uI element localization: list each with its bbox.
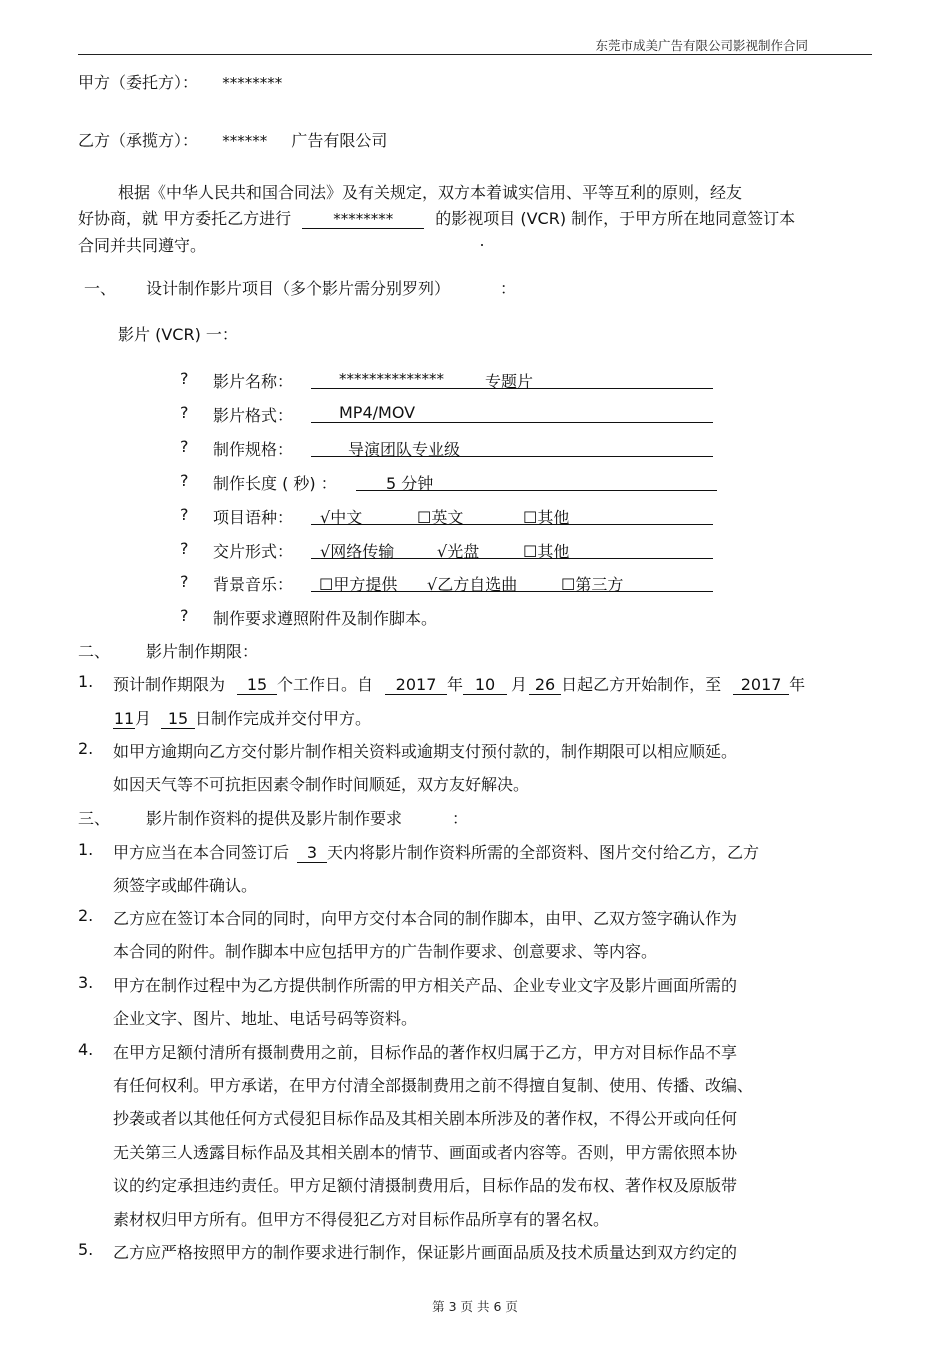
s3-p4-line-2: 有任何权利。甲方承诺，在甲方付清全部摄制费用之前不得擅自复制、使用、传播、改编、 <box>113 1076 754 1095</box>
delivery-label: 交片形式： <box>213 542 294 561</box>
end-year: 2017 <box>733 676 789 695</box>
film-name-value: ************** <box>339 370 444 388</box>
s2-p1-text: 月 <box>511 675 528 694</box>
s2-p1-text: 预计制作期限为 <box>113 675 226 694</box>
section-3-title: 影片制作资料的提供及影片制作要求 <box>146 809 403 828</box>
s3-p2-line-2: 本合同的附件。制作脚本中应包括甲方的广告制作要求、创意要求、等内容。 <box>113 942 658 961</box>
item-bullet: ? <box>180 505 189 524</box>
end-month: 11 <box>113 709 135 728</box>
section-3-number: 三、 <box>78 809 111 828</box>
delivery-option-other[interactable]: ☐其他 <box>523 542 570 561</box>
s2-p1-text: 日制作完成并交付甲方。 <box>195 709 372 728</box>
s3-p2-line-1: 乙方应在签订本合同的同时，向甲方交付本合同的制作脚本，由甲、乙双方签字确认作为 <box>113 909 738 928</box>
s2-p1-text: 个工作日。自 <box>277 675 374 694</box>
s3-p5-number: 5. <box>78 1240 94 1259</box>
intro-line-2-post: 的影视项目 (VCR) 制作，于甲方所在地同意签订本 <box>435 209 796 228</box>
intro-line-2 <box>78 206 795 229</box>
music-option-third-party[interactable]: ☐第三方 <box>561 575 624 594</box>
s3-p3-line-1: 甲方在制作过程中为乙方提供制作所需的甲方相关产品、企业专业文字及影片画面所需的 <box>113 976 738 995</box>
start-month: 10 <box>463 676 507 695</box>
section-1-title: 设计制作影片项目（多个影片需分别罗列） <box>146 279 451 298</box>
s2-p1-text: 年 <box>789 675 806 694</box>
item-bullet: ? <box>180 539 189 558</box>
film-name-label: 影片名称： <box>213 372 294 391</box>
spec-label: 制作规格： <box>213 440 294 459</box>
language-option-other[interactable]: ☐其他 <box>523 508 570 527</box>
s2-p1-number: 1. <box>78 672 94 691</box>
section-1-colon: ： <box>500 279 517 298</box>
section-2-number: 二、 <box>78 642 111 661</box>
music-option-client[interactable]: ☐甲方提供 <box>319 575 398 594</box>
delivery-option-network[interactable]: √网络传输 <box>320 542 395 561</box>
language-option-chinese[interactable]: √中文 <box>320 508 363 527</box>
page-number-footer: 第 3 页 共 6 页 <box>432 1299 518 1314</box>
party-b <box>78 128 387 151</box>
intro-line-3: 合同并共同遵守。 <box>78 236 207 255</box>
party-a <box>78 70 282 93</box>
film-format-underline <box>311 422 713 423</box>
delivery-option-disc[interactable]: √光盘 <box>437 542 480 561</box>
s3-p4-number: 4. <box>78 1040 94 1059</box>
s3-p3-number: 3. <box>78 973 94 992</box>
party-b-value: ****** <box>222 132 268 150</box>
s3-p4-line-3: 抄袭或者以其他任何方式侵犯目标作品及其相关剧本所涉及的著作权，不得公开或向任何 <box>113 1109 738 1128</box>
s3-p1-line-2: 须签字或邮件确认。 <box>113 876 258 895</box>
material-days: 3 <box>297 844 327 863</box>
s2-p1-text: 月 <box>135 709 152 728</box>
music-option-contractor[interactable]: √乙方自选曲 <box>427 575 518 594</box>
s3-p1-text: 甲方应当在本合同签订后 <box>113 843 290 862</box>
s3-p4-line-5: 议的约定承担违约责任。甲方足额付清摄制费用后，目标作品的发布权、著作权及原版带 <box>113 1176 738 1195</box>
section-3-colon: ： <box>452 809 469 828</box>
page-header-title: 东莞市成美广告有限公司影视制作合同 <box>595 38 808 53</box>
section-2-title: 影片制作期限： <box>146 642 259 661</box>
project-name-blank: ******** <box>302 210 424 229</box>
item-bullet: ? <box>180 369 189 388</box>
language-underline <box>311 524 713 525</box>
film-name-type: 专题片 <box>485 372 534 391</box>
s3-p3-line-2: 企业文字、图片、地址、电话号码等资料。 <box>113 1009 418 1028</box>
s3-p4-line-4: 无关第三人透露目标作品及其相关剧本的情节、画面或者内容等。否则，甲方需依照本协 <box>113 1143 738 1162</box>
stray-dot <box>481 244 483 246</box>
s3-p5-line-1: 乙方应严格按照甲方的制作要求进行制作，保证影片画面品质及技术质量达到双方约定的 <box>113 1243 738 1262</box>
party-a-label: 甲方（委托方）： <box>78 73 199 92</box>
s2-p1-text: 年 <box>447 675 464 694</box>
start-day: 26 <box>529 676 561 695</box>
language-label: 项目语种： <box>213 508 294 527</box>
intro-line-1: 根据《中华人民共和国合同法》及有关规定，双方本着诚实信用、平等互利的原则，经友 <box>118 183 743 202</box>
start-year: 2017 <box>385 676 447 695</box>
item-bullet: ? <box>180 471 189 490</box>
s2-p1-line-1 <box>113 672 805 695</box>
party-b-suffix: 广告有限公司 <box>291 131 388 150</box>
item-bullet: ? <box>180 437 189 456</box>
item-bullet: ? <box>180 572 189 591</box>
s3-p1-text: 天内将影片制作资料所需的全部资料、图片交付给乙方，乙方 <box>327 843 760 862</box>
s2-p2-line-1: 如甲方逾期向乙方交付影片制作相关资料或逾期支付预付款的，制作期限可以相应顺延。 <box>113 742 738 761</box>
film-format-label: 影片格式： <box>213 406 294 425</box>
end-day: 15 <box>161 710 195 729</box>
s2-p1-text: 日起乙方开始制作，至 <box>561 675 722 694</box>
s3-p4-line-1: 在甲方足额付清所有摄制费用之前，目标作品的著作权归属于乙方，甲方对目标作品不享 <box>113 1043 738 1062</box>
item-bullet: ? <box>180 403 189 422</box>
party-a-value: ******** <box>222 74 283 92</box>
section-1-number: 一、 <box>84 279 117 298</box>
s2-p2-line-2: 如因天气等不可抗拒因素令制作时间顺延，双方友好解决。 <box>113 775 530 794</box>
s3-p1-line-1 <box>113 840 759 863</box>
length-label: 制作长度 ( 秒) ： <box>213 474 337 493</box>
s2-p2-number: 2. <box>78 739 94 758</box>
intro-line-2-pre: 好协商，就 甲方委托乙方进行 <box>78 209 292 228</box>
length-value: 5 分钟 <box>386 474 434 493</box>
music-label: 背景音乐： <box>213 575 294 594</box>
header-rule <box>78 54 872 55</box>
film-format-value: MP4/MOV <box>339 403 416 422</box>
s3-p2-number: 2. <box>78 906 94 925</box>
language-option-english[interactable]: ☐英文 <box>417 508 464 527</box>
party-b-label: 乙方（承揽方）： <box>78 131 199 150</box>
film-label: 影片 (VCR) 一： <box>118 325 238 344</box>
s3-p4-line-6: 素材权归甲方所有。但甲方不得侵犯乙方对目标作品所享有的署名权。 <box>113 1210 610 1229</box>
s2-p1-line-2 <box>113 706 371 729</box>
requirements-note: 制作要求遵照附件及制作脚本。 <box>213 609 438 628</box>
period-days: 15 <box>237 676 277 695</box>
s3-p1-number: 1. <box>78 840 94 859</box>
spec-value: 导演团队专业级 <box>348 440 461 459</box>
item-bullet: ? <box>180 606 189 625</box>
